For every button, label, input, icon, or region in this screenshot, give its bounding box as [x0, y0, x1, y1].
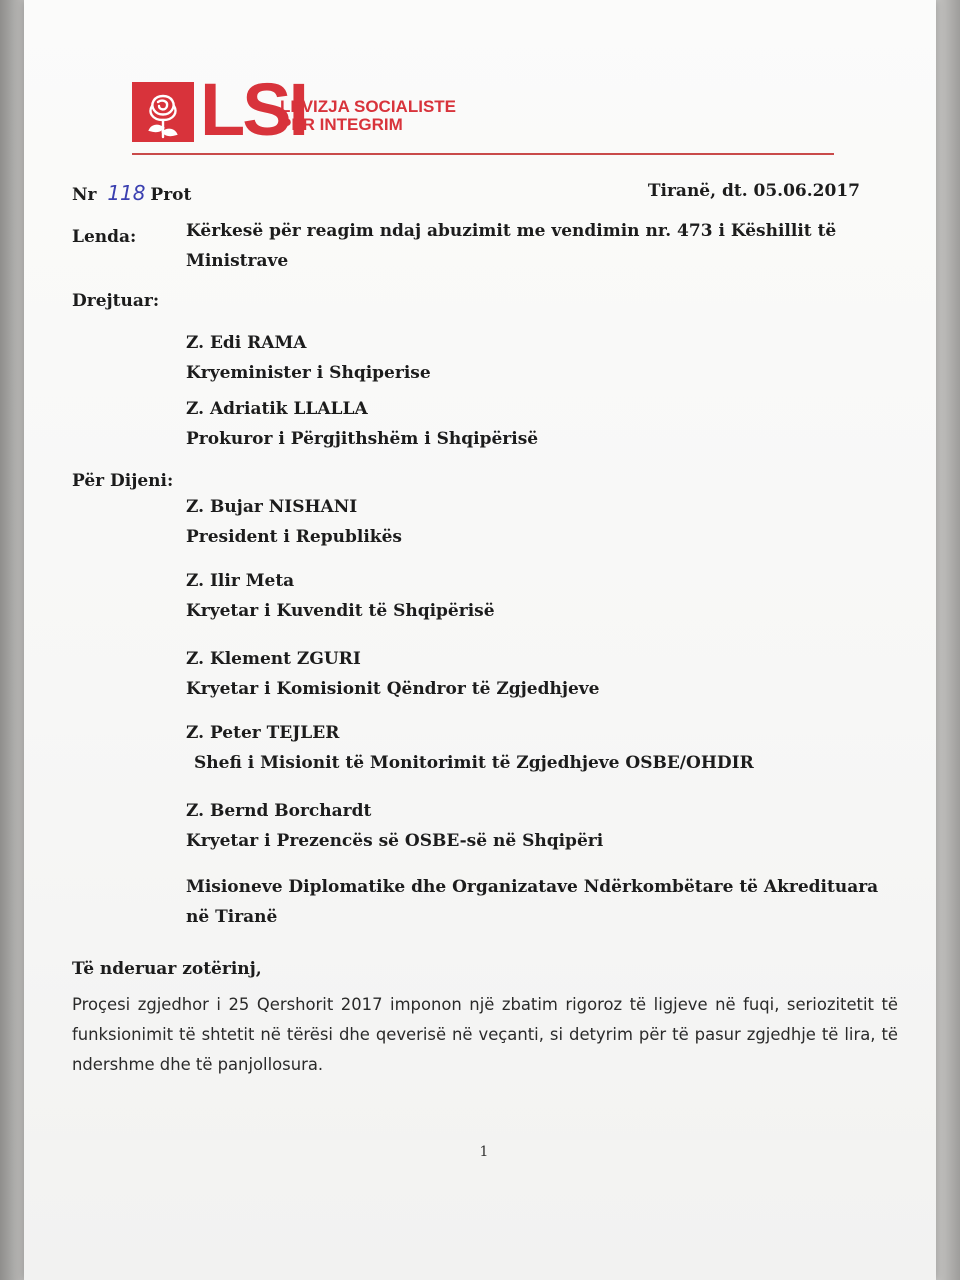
addressed-label: Drejtuar:	[72, 291, 160, 311]
missions-line-1: Misioneve Diplomatike dhe Organizatave Ndërkombëtare të Akredituara	[186, 877, 879, 897]
recipient-title: President i Republikës	[186, 527, 402, 547]
subject-line-1: Kërkesë për reagim ndaj abuzimit me vendimin nr. 473 i Këshillit të	[186, 221, 837, 241]
photo-backdrop-left	[0, 0, 26, 1280]
recipient-title: Kryetar i Komisionit Qëndror të Zgjedhjeve	[186, 679, 600, 699]
body-paragraph: Proçesi zgjedhor i 25 Qershorit 2017 imponon një zbatim rigoroz të ligjeve në fuqi, seriozitetit të funksionimit të shtetit në tërësi dhe qeverisë në veçanti, si detyrim për të pasur zgjedhje të lira, të ndershme dhe të panjollosura.	[72, 995, 898, 1074]
subject-text	[186, 216, 836, 276]
recipient-title: Kryetar i Prezencës së OSBE-së në Shqipëri	[186, 831, 604, 851]
subject-label: Lenda:	[72, 227, 137, 247]
recipient-name: Z. Klement ZGURI	[186, 649, 361, 669]
copy-recipient-block	[186, 718, 754, 778]
handwritten-protocol-number: 118	[107, 181, 146, 205]
recipient-name: Z. Peter TEJLER	[186, 723, 340, 743]
document-page	[24, 0, 936, 1280]
recipient-name: Z. Bernd Borchardt	[186, 801, 372, 821]
recipient-block	[186, 394, 538, 454]
recipient-title: Prokuror i Përgjithshëm i Shqipërisë	[186, 429, 539, 449]
recipient-title: Kryeminister i Shqiperise	[186, 363, 431, 383]
missions-recipient	[186, 872, 878, 932]
recipient-title: Shefi i Misionit të Monitorimit të Zgjedhjeve OSBE/OHDIR	[194, 753, 754, 773]
copy-to-label: Për Dijeni:	[72, 471, 174, 491]
recipient-name: Z. Bujar NISHANI	[186, 497, 358, 517]
copy-recipient-block	[186, 796, 603, 856]
organization-name-line1: LËVIZJA SOCIALISTE	[280, 97, 457, 116]
copy-recipient-block	[186, 566, 495, 626]
nr-label: Nr	[72, 185, 97, 205]
organization-name	[280, 98, 480, 134]
page-number: 1	[479, 1144, 489, 1160]
subject-line-2: Ministrave	[186, 251, 289, 271]
organization-name-line2: PËR INTEGRIM	[280, 115, 403, 134]
missions-line-2: në Tiranë	[186, 907, 278, 927]
rose-logo-icon	[132, 82, 194, 142]
copy-recipient-block	[186, 644, 600, 704]
recipient-block	[186, 328, 431, 388]
salutation: Të nderuar zotërinj,	[72, 959, 262, 979]
protocol-number	[72, 178, 191, 210]
prot-label: Prot	[150, 185, 192, 205]
recipient-title: Kryetar i Kuvendit të Shqipërisë	[186, 601, 495, 621]
recipient-name: Z. Ilir Meta	[186, 571, 295, 591]
recipient-name: Z. Adriatik LLALLA	[186, 399, 368, 419]
logo-wordmark: LSI	[200, 68, 307, 151]
recipient-name: Z. Edi RAMA	[186, 333, 307, 353]
letterhead-divider	[132, 153, 834, 155]
copy-recipient-block	[186, 492, 402, 552]
place-and-date: Tiranë, dt. 05.06.2017	[647, 181, 860, 201]
